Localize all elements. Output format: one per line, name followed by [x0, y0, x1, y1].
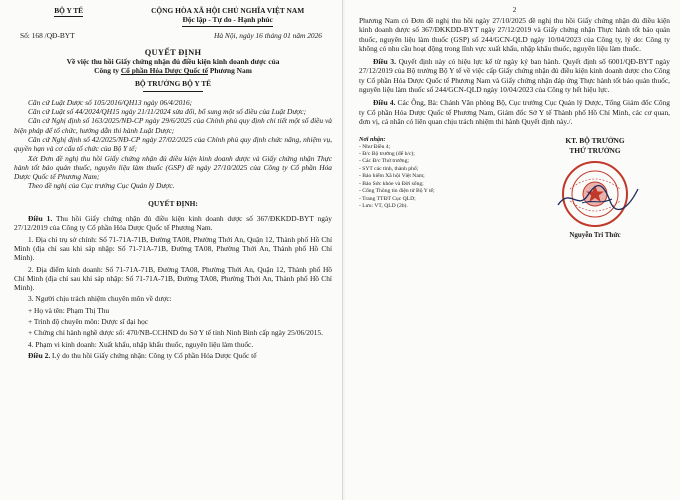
article-2-continuation: Phương Nam có Đơn đề nghị thu hồi ngày 27/10/2025 đề nghị thu hồi Giấy chứng nhận đủ điều kiện kinh doanh dược số 367/ĐKKDD-BYT ngày 27/12/2019 và Giấy chứng nhận Thực hành tốt bảo quản thuốc, nguyên liệu làm thuốc (GSP) số 244/GCN-QLD ngày 10/04/2023 của Công ty, lý do: Công ty không có nhu cầu hoạt động trong lĩnh vực xuất khẩu, nhập khẩu thuốc, nguyên liệu làm thuốc. [359, 16, 670, 53]
recipient-item: - SYT các tỉnh, thành phố; [359, 165, 419, 172]
official-seal-icon [560, 159, 630, 229]
company-name-underlined: Cổ phần Hóa Dược Quốc tế [120, 66, 209, 76]
page-number: 2 [512, 6, 517, 14]
basis-item: Căn cứ Nghị định số 163/2025/NĐ-CP ngày 29/6/2025 của Chính phủ quy định chi tiết một số điều và biện pháp để tổ chức, hướng dẫn thi hành Luật Dược; [14, 116, 332, 135]
basis-item: Xét Đơn đề nghị thu hồi Giấy chứng nhận đủ điều kiện kinh doanh dược và Giấy chứng nhận Thực hành tốt bảo quản thuốc, nguyên liệu làm thuốc (GSP) đề ngày 27/10/2025 của Công ty Cổ phần Hóa Dược Quốc tế Phương Nam; [14, 153, 332, 182]
document-page-2 [345, 0, 680, 500]
article-1-item: 3. Người chịu trách nhiệm chuyên môn về dược: [28, 294, 172, 304]
country-name: CỘNG HÒA XÃ HỘI CHỦ NGHĨA VIỆT NAM [151, 6, 305, 15]
article-3: Điều 3. Quyết định này có hiệu lực kể từ ngày ký ban hành. Quyết định số 6001/QĐ-BYT ngày 27/12/2019 của Bộ trưởng Bộ Y tế về việc cấp Giấy chứng nhận đủ điều kiện kinh doanh dược cho Công ty Cổ phần Hóa Dược Quốc tế Phương Nam và Giấy chứng nhận đáp ứng Thực hành tốt bảo quản thuốc, nguyên liệu làm thuốc số 244/GCN-QLD ngày 10/04/2023 của Công ty hết hiệu lực. [359, 57, 670, 95]
basis-item: Theo đề nghị của Cục trưởng Cục Quản lý Dược. [28, 181, 175, 191]
decision-title: QUYẾT ĐỊNH [144, 47, 202, 57]
recipients-list [359, 136, 509, 239]
article-1-item: 1. Địa chỉ trụ sở chính: Số 71-71A-71B, Đường TA08, Phường Thới An, Quận 12, Thành phố Hồ Chí Minh (địa chỉ sau khi sáp nhập: Số 71-71A-71B, Đường TA08, Phường Thới An, Thành phố Hồ Chí Minh). [14, 234, 332, 263]
recipient-item: - Trang TTĐT Cục QLD; [359, 195, 416, 202]
national-motto: Độc lập - Tự do - Hạnh phúc [182, 15, 272, 26]
document-number: Số: 168 /QĐ-BYT [20, 30, 75, 40]
article-1-item: + Trình độ chuyên môn: Dược sĩ đại học [28, 317, 149, 327]
article-1: Điều 1. Thu hồi Giấy chứng nhận đủ điều kiện kinh doanh dược số 367/ĐKKDD-BYT ngày 27/12/2019 của Công ty Cổ phần Hóa Dược Quốc tế Phương Nam. [14, 214, 332, 233]
signer-title: THỨ TRƯỞNG [569, 145, 621, 155]
recipient-item: - Bảo hiểm Xã hội Việt Nam; [359, 173, 425, 180]
handwritten-signature-icon [552, 181, 642, 215]
article-2: Điều 2. Lý do thu hồi Giấy chứng nhận: Công ty Cổ phần Hóa Dược Quốc tế [28, 350, 257, 360]
signature-block [520, 136, 670, 239]
recipient-item: - Bảo Sức khỏe và Đời sống; [359, 180, 424, 187]
basis-item: Căn cứ Nghị định số 42/2025/NĐ-CP ngày 27/02/2025 của Chính phủ quy định chức năng, nhiệm vụ, quyền hạn và cơ cấu tổ chức của Bộ Y tế; [14, 134, 332, 154]
national-header [123, 6, 332, 27]
recipient-item: - Các Đ/c Thứ trưởng; [359, 158, 409, 165]
authority-title: BỘ TRƯỞNG BỘ Y TẾ [134, 79, 212, 89]
ministry-name: BỘ Y TẾ [54, 6, 83, 17]
recipient-item: - Đ/c Bộ trưởng (để b/c); [359, 151, 415, 158]
signer-name: Nguyễn Tri Thức [569, 230, 621, 239]
decision-subject-line1: Về việc thu hồi Giấy chứng nhận đủ điều kiện kinh doanh dược của [66, 56, 280, 66]
place-date: Hà Nội, ngày 16 tháng 01 năm 2026 [214, 30, 322, 40]
recipient-item: - Cổng Thông tin điện tử Bộ Y tế; [359, 188, 435, 195]
article-1-item: 2. Địa điểm kinh doanh: Số 71-71A-71B, Đường TA08, Phường Thới An, Quận 12, Thành phố Hồ Chí Minh (địa chỉ sau khi sáp nhập: Số 71-71A-71B, Đường TA08, Phường Thới An, Thành phố Hồ Chí Minh). [14, 264, 332, 293]
article-1-item: + Chứng chỉ hành nghề dược số: 470/NB-CCHND do Sở Y tế tỉnh Ninh Bình cấp ngày 25/06/2015. [28, 328, 323, 338]
decision-subject-line2: Công ty Cổ phần Hóa Dược Quốc tế Phương Nam [94, 66, 252, 76]
article-1-item: 4. Phạm vi kinh doanh: Xuất khẩu, nhập khẩu thuốc, nguyên liệu làm thuốc. [28, 339, 254, 349]
article-1-item: + Họ và tên: Phạm Thị Thu [28, 305, 110, 315]
article-4: Điều 4. Các Ông, Bà: Chánh Văn phòng Bộ, Cục trưởng Cục Quản lý Dược, Tổng Giám đốc Công ty Cổ phần Hóa Dược Quốc tế Phương Nam, Giám đốc Sở Y tế Thành phố Hồ Chí Minh, các cơ quan, đơn vị, cá nhân có liên quan chịu trách nhiệm thi hành Quyết định này./. [359, 98, 670, 126]
decides-heading: QUYẾT ĐỊNH: [148, 198, 198, 208]
recipient-item: - Lưu: VT, QLD (2b). [359, 202, 408, 209]
recipient-item: - Như Điều 4; [359, 143, 391, 150]
basis-item: Căn cứ Luật số 44/2024/QH15 ngày 21/11/2024 sửa đổi, bổ sung một số điều của Luật Dược; [28, 107, 307, 117]
issuer-block [14, 6, 123, 27]
recipients-label: Nơi nhận: [359, 136, 386, 144]
legal-basis [14, 98, 332, 191]
basis-item: Căn cứ Luật Dược số 105/2016/QH13 ngày 06/4/2016; [28, 97, 193, 107]
sign-on-behalf: KT. BỘ TRƯỞNG [565, 136, 625, 146]
